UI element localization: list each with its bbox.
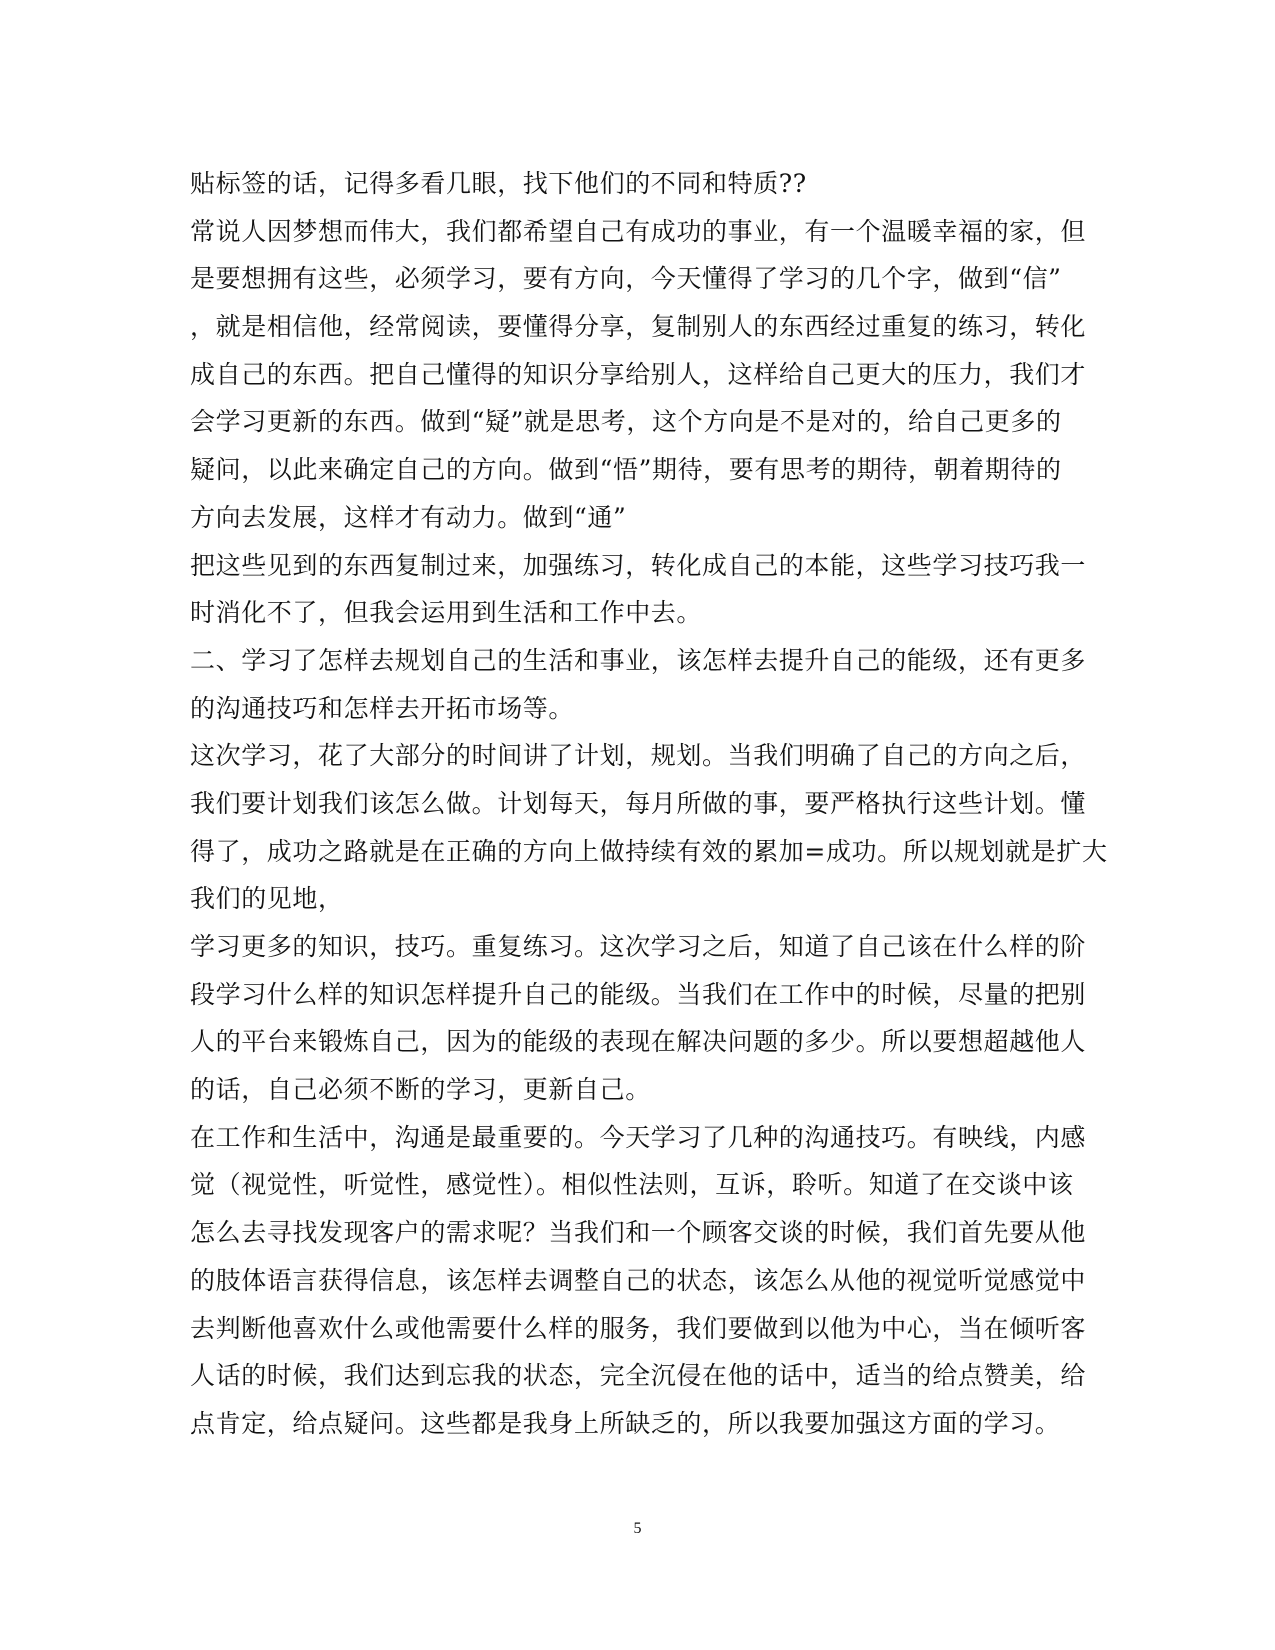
text-line: 在工作和生活中，沟通是最重要的。今天学习了几种的沟通技巧。有映线，内感 <box>190 1122 1087 1152</box>
text-line: 的话，自己必须不断的学习，更新自己。 <box>190 1075 651 1105</box>
text-line: 觉（视觉性，听觉性，感觉性）。相似性法则，互诉，聆听。知道了在交谈中该 <box>190 1170 1074 1200</box>
text-line: 是要想拥有这些，必须学习，要有方向，今天懂得了学习的几个字，做到“信” <box>190 264 1062 294</box>
text-line: 段学习什么样的知识怎样提升自己的能级。当我们在工作中的时候，尽量的把别 <box>190 979 1087 1009</box>
text-line: 点肯定，给点疑问。这些都是我身上所缺乏的，所以我要加强这方面的学习。 <box>190 1408 1061 1438</box>
text-line: 贴标签的话，记得多看几眼，找下他们的不同和特质?? <box>190 169 807 198</box>
page-number: 5 <box>633 1520 642 1537</box>
text-line: 常说人因梦想而伟大，我们都希望自己有成功的事业，有一个温暖幸福的家，但 <box>190 216 1087 246</box>
body-text <box>190 160 1108 1448</box>
text-line: 成自己的东西。把自己懂得的知识分享给别人，这样给自己更大的压力，我们才 <box>190 359 1087 389</box>
text-line: 学习更多的知识，技巧。重复练习。这次学习之后，知道了自己该在什么样的阶 <box>190 932 1087 961</box>
text-line: 怎么去寻找发现客户的需求呢？当我们和一个顾客交谈的时候，我们首先要从他 <box>190 1218 1087 1248</box>
text-line: 这次学习，花了大部分的时间讲了计划，规划。当我们明确了自己的方向之后， <box>190 741 1087 771</box>
text-line: 的肢体语言获得信息，该怎样去调整自己的状态，该怎么从他的视觉听觉感觉中 <box>190 1265 1087 1295</box>
text-line: 会学习更新的东西。做到“疑”就是思考，这个方向是不是对的，给自己更多的 <box>190 407 1062 437</box>
text-line: ，就是相信他，经常阅读，要懂得分享，复制别人的东西经过重复的练习，转化 <box>190 312 1087 342</box>
text-line: 人的平台来锻炼自己，因为的能级的表现在解决问题的多少。所以要想超越他人 <box>190 1027 1087 1057</box>
text-line: 的沟通技巧和怎样去开拓市场等。 <box>190 693 575 723</box>
text-line: 得了，成功之路就是在正确的方向上做持续有效的累加=成功。所以规划就是扩大 <box>190 836 1108 866</box>
text-line: 时消化不了，但我会运用到生活和工作中去。 <box>190 598 703 628</box>
text-line: 方向去发展，这样才有动力。做到“通” <box>190 502 627 532</box>
text-line: 我们要计划我们该怎么做。计划每天，每月所做的事，要严格执行这些计划。懂 <box>190 788 1087 818</box>
text-line: 我们的见地， <box>190 884 344 914</box>
text-line: 二、学习了怎样去规划自己的生活和事业，该怎样去提升自己的能级，还有更多 <box>190 645 1087 675</box>
text-line: 疑问，以此来确定自己的方向。做到“悟”期待，要有思考的期待，朝着期待的 <box>190 455 1062 485</box>
text-line: 去判断他喜欢什么或他需要什么样的服务，我们要做到以他为中心，当在倾听客 <box>190 1313 1087 1343</box>
text-line: 把这些见到的东西复制过来，加强练习，转化成自己的本能，这些学习技巧我一 <box>190 550 1087 580</box>
text-line: 人话的时候，我们达到忘我的状态，完全沉侵在他的话中，适当的给点赞美，给 <box>190 1361 1087 1391</box>
